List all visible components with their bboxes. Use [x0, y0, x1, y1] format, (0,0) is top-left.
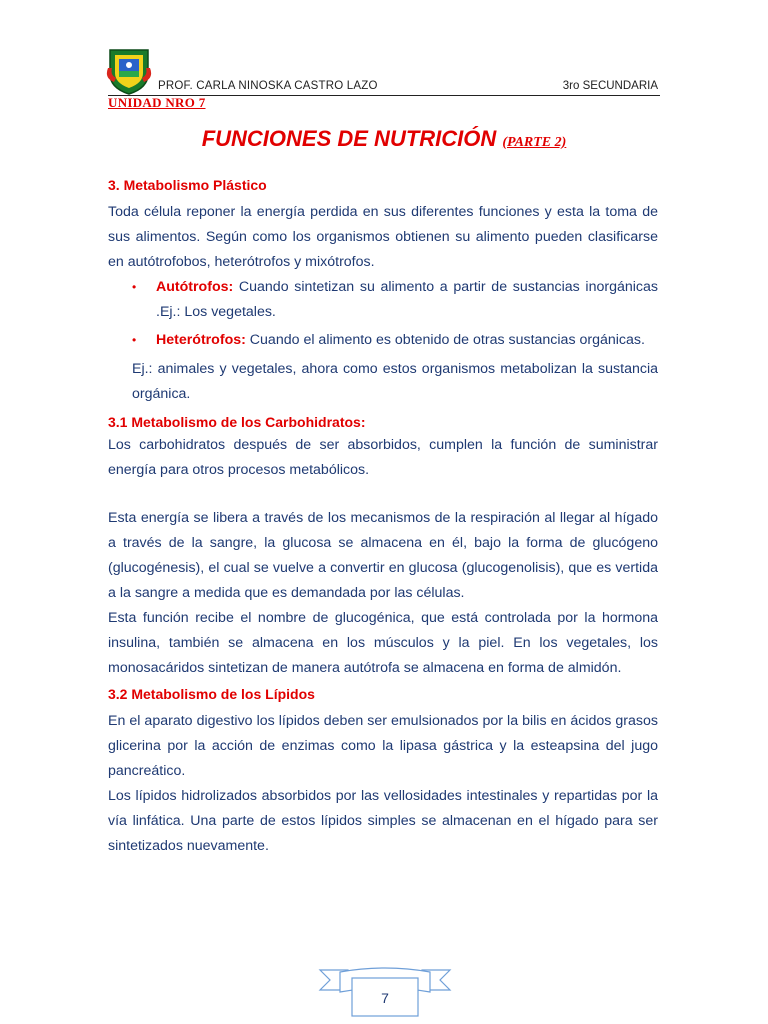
- title-part: (PARTE 2): [502, 135, 567, 150]
- page-title: [0, 126, 768, 152]
- list-item: [108, 275, 658, 325]
- section-3-2-paragraph-1: En el aparato digestivo los lípidos deben ser emulsionados por la bilis en ácidos grasos glicerina por la acción de enzimas como la lipasa gástrica y la esteapsina del jugo pancreático.: [108, 713, 658, 779]
- document-body: [108, 174, 658, 859]
- list-item: [108, 328, 658, 353]
- section-3-1-paragraph-3: Esta función recibe el nombre de glucogénica, que está controlada por la hormona insulina, también se almacena en los músculos y la piel. En los vegetales, los monosacáridos sintetizan de manera autótrofa se almacena en forma de almidón.: [108, 610, 658, 676]
- section-3-1-paragraph-1: Los carbohidratos después de ser absorbidos, cumplen la función de suministrar energía para otros procesos metabólicos.: [108, 437, 658, 478]
- list-item-text: Cuando sintetizan su alimento a partir de sustancias inorgánicas .Ej.: Los vegetales.: [156, 279, 658, 320]
- school-crest-icon: [106, 44, 152, 96]
- section-3-intro: Toda célula reponer la energía perdida en sus diferentes funciones y esta la toma de sus alimentos. Según como los organismos obtienen su alimento pueden clasificarse en autótrofobos, heterótrofos y mixótrofos.: [108, 204, 658, 270]
- ribbon-banner-icon: [318, 966, 452, 1018]
- section-heading-3: 3. Metabolismo Plástico: [108, 177, 267, 193]
- grade-label: 3ro SECUNDARIA: [562, 80, 658, 92]
- paragraph-gap: [108, 483, 658, 506]
- section-3-example: Ej.: animales y vegetales, ahora como estos organismos metabolizan la sustancia orgánica.: [132, 361, 658, 402]
- list-item-text: Cuando el alimento es obtenido de otras sustancias orgánicas.: [245, 332, 645, 348]
- section-3-2-paragraph-2: Los lípidos hidrolizados absorbidos por las vellosidades intestinales y repartidas por la vía linfática. Una parte de estos lípidos simples se almacenan en el hígado para ser sintetizados nuevamente.: [108, 788, 658, 854]
- page-number: 7: [381, 990, 389, 1006]
- section-heading-3-1: 3.1 Metabolismo de los Carbohidratos:: [108, 414, 366, 430]
- list-item-term: Autótrofos:: [156, 279, 234, 295]
- bullet-icon: •: [132, 280, 137, 294]
- unit-label: UNIDAD NRO 7: [108, 95, 206, 110]
- section-heading-3-2: 3.2 Metabolismo de los Lípidos: [108, 686, 315, 702]
- list-item-term: Heterótrofos:: [156, 332, 246, 348]
- teacher-name: PROF. CARLA NINOSKA CASTRO LAZO: [158, 80, 378, 92]
- nutrition-types-list: [108, 275, 658, 353]
- title-main: FUNCIONES DE NUTRICIÓN: [201, 126, 497, 151]
- section-3-1-paragraph-2: Esta energía se libera a través de los mecanismos de la respiración al llegar al hígado a través de la sangre, la glucosa se almacena en él, bajo la forma de glucógeno (glucogénesis), el cual se vuelve a convertir en glucosa (glucogenolisis), que es vertida a la sangre a medida que es demandada por las células.: [108, 510, 658, 601]
- bullet-icon: •: [132, 333, 137, 347]
